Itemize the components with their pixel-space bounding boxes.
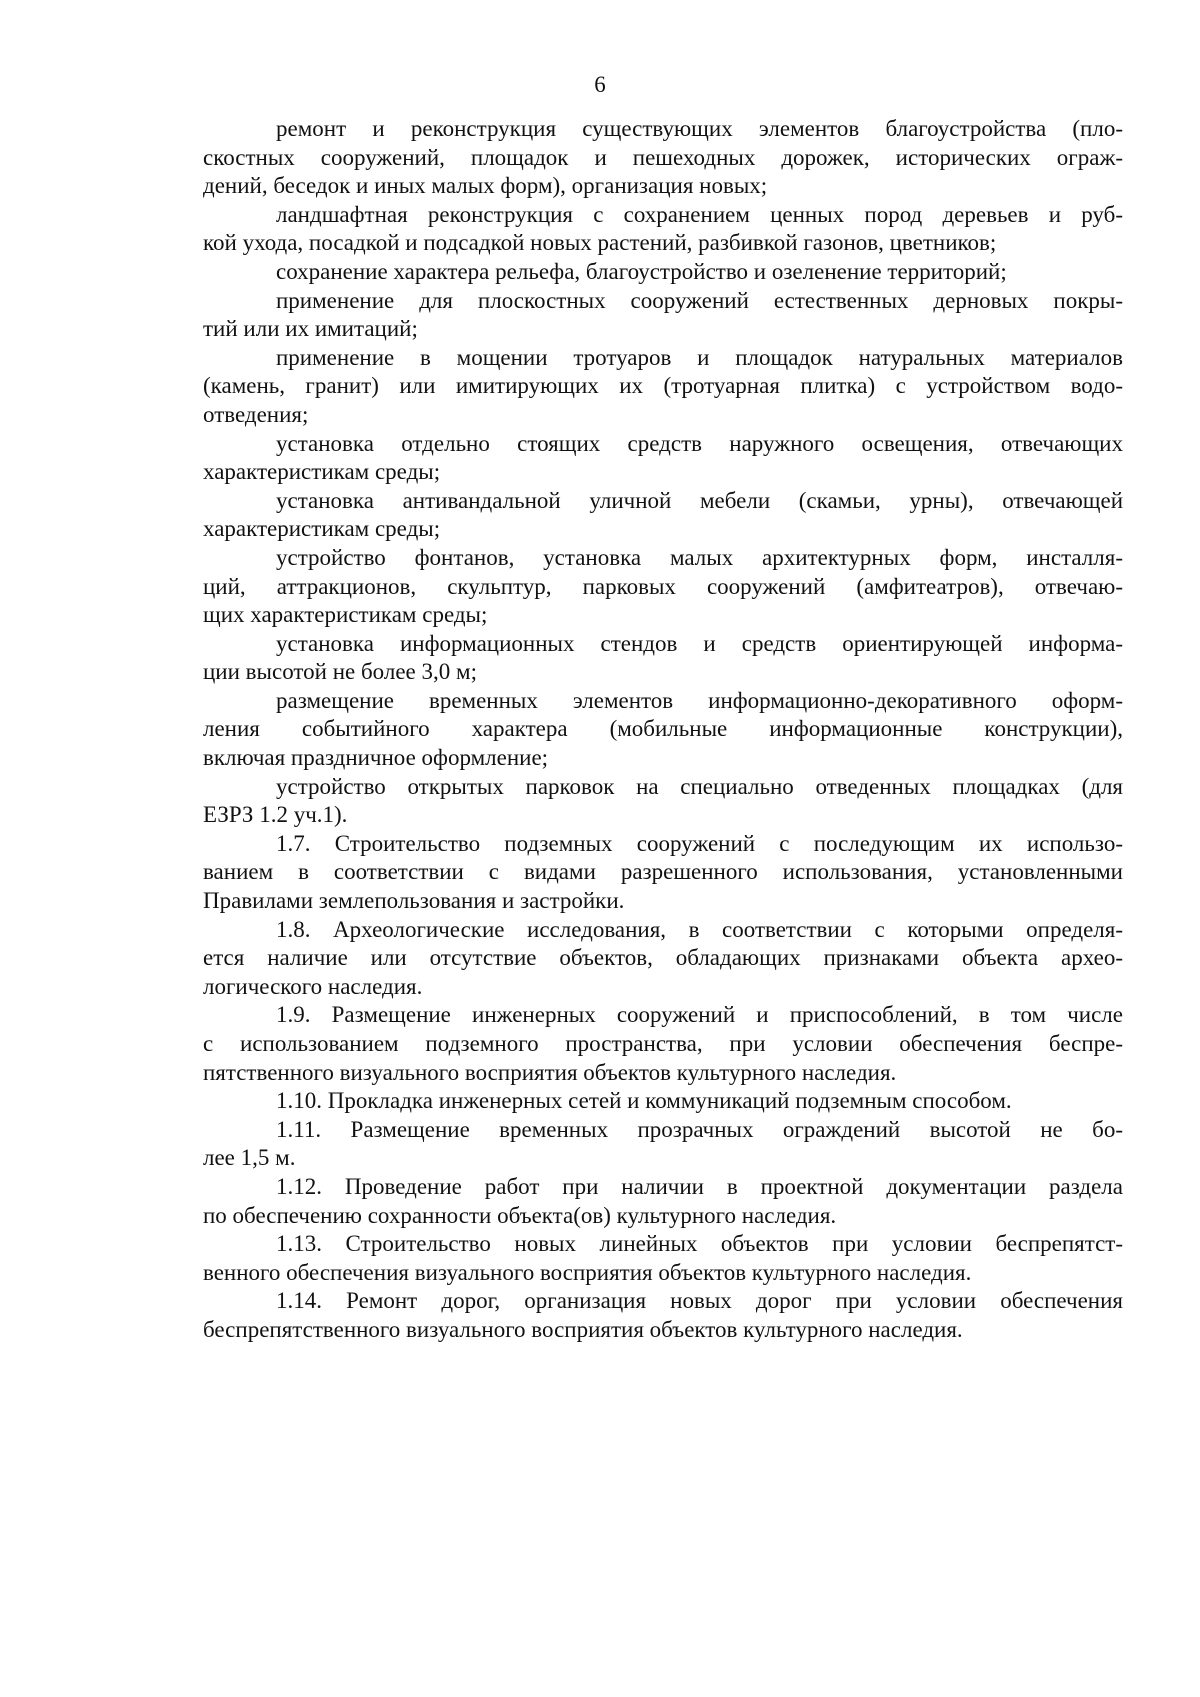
paragraph-line: ландшафтная реконструкция с сохранением ценных пород деревьев и руб- — [276, 201, 1123, 227]
paragraph-line: по обеспечению сохранности объекта(ов) культурного наследия. — [203, 1202, 837, 1228]
paragraph-line: дений, беседок и иных малых форм), организация новых; — [203, 173, 768, 199]
paragraph — [203, 830, 1123, 916]
paragraph-line: установка информационных стендов и средств ориентирующей информа- — [276, 630, 1123, 656]
paragraph — [203, 430, 1123, 487]
paragraph — [203, 773, 1123, 830]
paragraph — [203, 544, 1123, 630]
paragraph-line: сохранение характера рельефа, благоустройство и озеленение территорий; — [276, 258, 1007, 284]
paragraph-line: ления событийного характера (мобильные информационные конструкции), — [203, 716, 1123, 742]
paragraph — [203, 258, 1123, 287]
paragraph-line: 1.13. Строительство новых линейных объектов при условии беспрепятст- — [276, 1231, 1123, 1257]
paragraph — [203, 1287, 1123, 1344]
paragraph-line: логического наследия. — [203, 973, 423, 999]
paragraph — [203, 1173, 1123, 1230]
paragraph — [203, 1116, 1123, 1173]
paragraph — [203, 1001, 1123, 1087]
paragraph-line: устройство открытых парковок на специально отведенных площадках (для — [276, 773, 1123, 799]
paragraph-line: применение для плоскостных сооружений естественных дерновых покры- — [276, 287, 1123, 313]
paragraph-line: 1.12. Проведение работ при наличии в проектной документации раздела — [276, 1173, 1123, 1199]
paragraph-line: лее 1,5 м. — [203, 1145, 296, 1171]
paragraph — [203, 201, 1123, 258]
paragraph — [203, 687, 1123, 773]
paragraph-line: Правилами землепользования и застройки. — [203, 888, 625, 914]
paragraph-line: 1.10. Прокладка инженерных сетей и коммуникаций подземным способом. — [276, 1088, 1012, 1114]
paragraph-line: включая праздничное оформление; — [203, 745, 549, 771]
paragraph-line: устройство фонтанов, установка малых архитектурных форм, инсталля- — [276, 544, 1123, 570]
paragraph-line: скостных сооружений, площадок и пешеходных дорожек, исторических ограж- — [203, 144, 1123, 170]
paragraph-line: отведения; — [203, 401, 309, 427]
paragraph-line: венного обеспечения визуального восприятия объектов культурного наследия. — [203, 1259, 972, 1285]
paragraph-line: (камень, гранит) или имитирующих их (тротуарная плитка) с устройством водо- — [203, 373, 1123, 399]
paragraph-line: тий или их имитаций; — [203, 316, 418, 342]
paragraph-line: 1.11. Размещение временных прозрачных ограждений высотой не бо- — [276, 1116, 1123, 1142]
paragraph-line: 1.7. Строительство подземных сооружений с последующим их использо- — [276, 830, 1123, 856]
paragraph — [203, 1087, 1123, 1116]
paragraph — [203, 344, 1123, 430]
paragraph-line: размещение временных элементов информационно-декоративного оформ- — [276, 687, 1123, 713]
paragraph-line: ций, аттракционов, скульптур, парковых сооружений (амфитеатров), отвечаю- — [203, 573, 1123, 599]
paragraph-line: беспрепятственного визуального восприятия объектов культурного наследия. — [203, 1316, 963, 1342]
paragraph-line: ЕЗРЗ 1.2 уч.1). — [203, 802, 348, 828]
paragraph-line: установка отдельно стоящих средств наружного освещения, отвечающих — [276, 430, 1123, 456]
paragraph-line: ремонт и реконструкция существующих элементов благоустройства (пло- — [276, 116, 1123, 141]
paragraph-line: с использованием подземного пространства, при условии обеспечения беспре- — [203, 1031, 1123, 1056]
paragraph — [203, 287, 1123, 344]
paragraph-line: установка антивандальной уличной мебели (скамьи, урны), отвечающей — [276, 487, 1123, 513]
paragraph — [203, 916, 1123, 1002]
paragraph-line: ванием в соответствии с видами разрешенного использования, установленными — [203, 859, 1123, 885]
paragraph-line: пятственного визуального восприятия объектов культурного наследия. — [203, 1059, 897, 1085]
paragraph-line: ции высотой не более 3,0 м; — [203, 659, 477, 685]
paragraph-line: 1.9. Размещение инженерных сооружений и приспособлений, в том числе — [276, 1002, 1123, 1028]
paragraph-line: характеристикам среды; — [203, 516, 441, 542]
paragraph — [203, 487, 1123, 544]
paragraph-line: 1.8. Археологические исследования, в соответствии с которыми определя- — [276, 916, 1123, 942]
paragraph-line: характеристикам среды; — [203, 459, 441, 485]
paragraph — [203, 115, 1123, 201]
paragraph-line: ется наличие или отсутствие объектов, обладающих признаками объекта архео- — [203, 945, 1123, 971]
paragraph — [203, 1230, 1123, 1287]
paragraph-line: кой ухода, посадкой и подсадкой новых растений, разбивкой газонов, цветников; — [203, 230, 997, 256]
paragraph — [203, 630, 1123, 687]
page-number: 6 — [594, 72, 606, 97]
paragraph-line: 1.14. Ремонт дорог, организация новых дорог при условии обеспечения — [276, 1288, 1123, 1314]
paragraph-line: щих характеристикам среды; — [203, 602, 488, 628]
document-body — [203, 115, 1123, 1345]
paragraph-line: применение в мощении тротуаров и площадок натуральных материалов — [276, 344, 1123, 370]
